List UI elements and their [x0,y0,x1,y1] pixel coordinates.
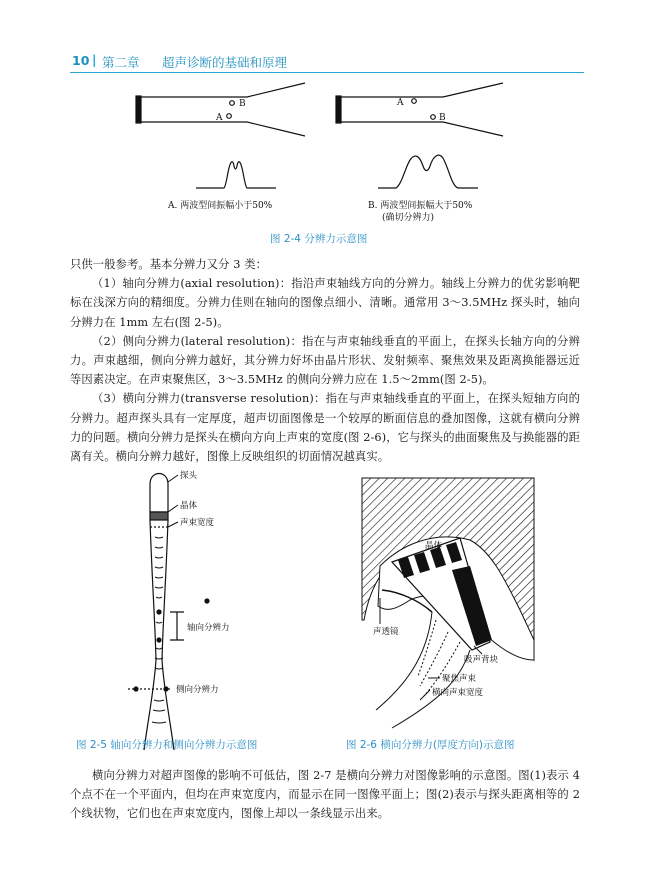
fig26-transverse-width-label: 横向声束宽度 [432,688,484,698]
page-number: 10 [72,53,90,68]
fig25-crystal-label: 晶体 [180,501,198,511]
paragraph-5: 横向分辨力对超声图像的影响不可低估，图 2-7 是横向分辨力对图像影响的示意图。图(1)表示 4 个点不在一个平面内，但均在声束宽度内，而显示在同一图像平面上；图(2)表示与探头距离相等的 2 个线状物，它们也在声束宽度内，图像上却以一条线显示出来。 [70,769,580,821]
fig25-axial-label: 轴向分辨力 [187,623,230,633]
paragraph-4: （3）横向分辨力(transverse resolution)：指在与声束轴线垂直的平面上，在探头短轴方向的分辨力。超声探头具有一定厚度，超声切面图像是一个较厚的断面信息的叠加图像，这就有横向分辨力的问题。横向分辨力是探头在横向方向上声束的宽度(图 2-6)，它与探头的曲面聚焦及与换能器的距离有关。横向分辨力越好，图像上反映组织的切面情况越真实。 [70,392,580,464]
fig25-lateral-label: 侧向分辨力 [176,685,219,695]
fig25-probe-label: 探头 [180,471,198,481]
fig24-b-caption-line2: (确切分辨力) [382,213,435,223]
fig26-backing-label: 吸声背块 [464,655,499,665]
paragraph-3: （2）侧向分辨力(lateral resolution)：指在与声束轴线垂直的平面上，在探头长轴方向的分辨力。声束越细，侧向分辨力越好，其分辨力好坏由晶片形状、发射频率、聚焦效果及距离换能器远近等因素决定。在声束聚焦区，3～3.5MHz 的侧向分辨力应在 1.5～2mm(图 2-5)。 [70,334,580,387]
fig26-caption: 图 2-6 横向分辨力(厚度方向)示意图 [346,739,515,751]
fig25-beam-width-label: 声束宽度 [180,518,215,528]
header-separator: | [92,52,97,67]
fig25-caption: 图 2-5 轴向分辨力和侧向分辨力示意图 [76,739,258,751]
fig24-caption: 图 2-4 分辨力示意图 [270,233,368,245]
fig26-focus-beam-label: 聚焦声束 [442,674,477,684]
chapter-title: 超声诊断的基础和原理 [162,55,288,70]
fig24-b-caption-line1: B. 两波型间振幅大于50% [368,201,473,211]
paragraph-1: 只供一般参考。基本分辨力又分 3 类： [70,258,268,271]
fig24-a-point-a: A [216,113,223,123]
chapter-label: 第二章 [102,55,140,70]
fig24-a-point-b: B [239,99,246,109]
paragraph-2: （1）轴向分辨力(axial resolution)：指沿声束轴线方向的分辨力。轴线上分辨力的优劣影响靶标在浅深方向的精细度。分辨力佳则在轴向的图像点细小、清晰。通常用 3～3.5MHz 探头时，轴向分辨力在 1mm 左右(图 2-5)。 [70,277,580,329]
fig24-a-caption: A. 两波型间振幅小于50% [168,201,273,211]
fig24-b-point-b: B [439,113,446,123]
fig26-lens-label: 声透镜 [373,627,399,637]
fig24-b-point-a: A [397,98,404,108]
fig26-crystal-label: 晶体 [425,541,443,551]
body-text-lower [70,766,580,824]
